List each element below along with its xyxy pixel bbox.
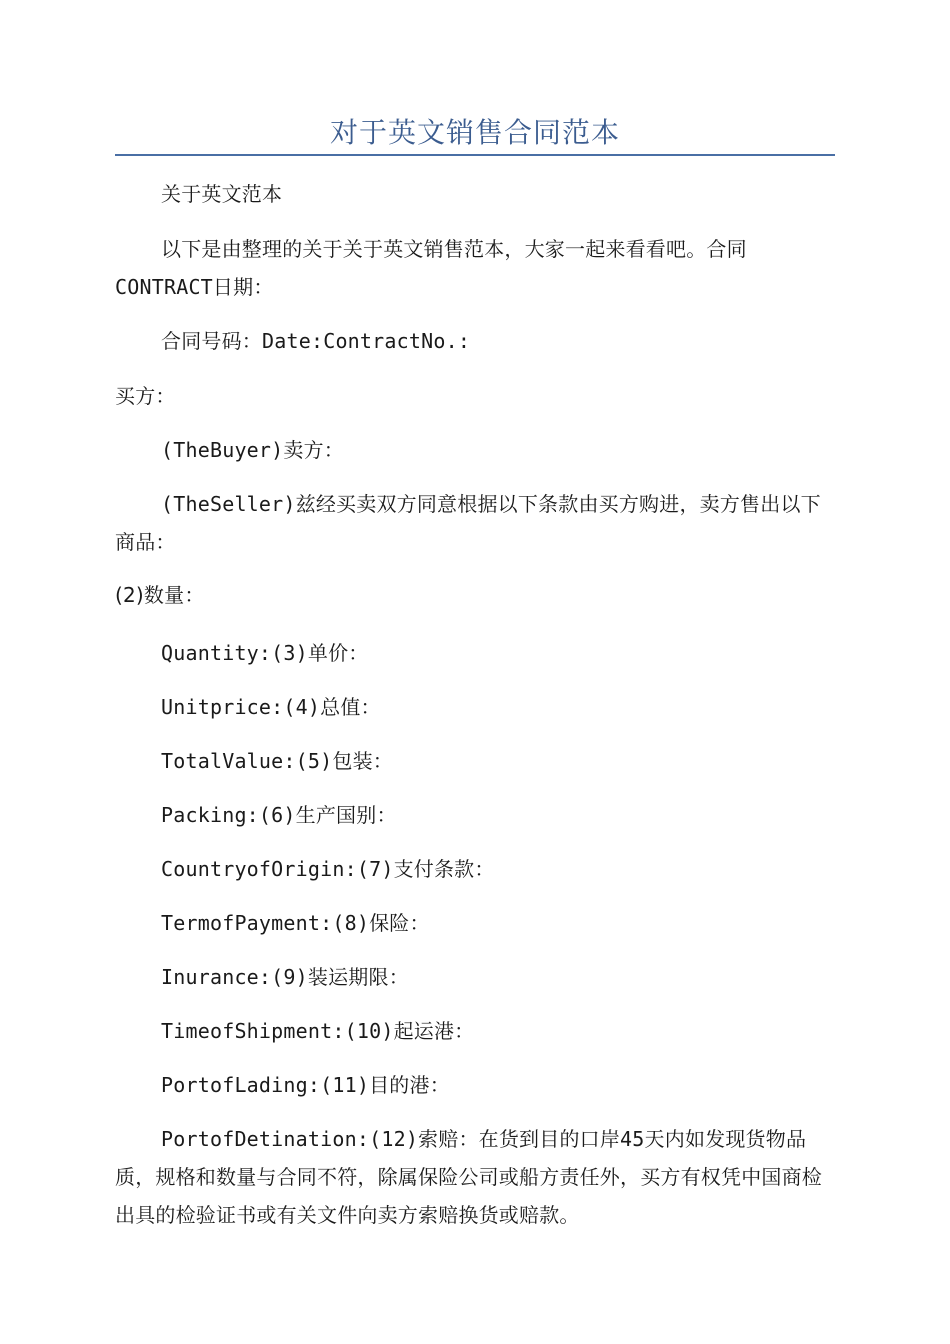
paragraph-port-of-destination: PortofDetination:(12)索赔：在货到目的口岸45天内如发现货物品质，规格和数量与合同不符，除属保险公司或船方责任外，买方有权凭中国商检出具的检验证书或有关文件向卖方索赔换货或赔款。: [115, 1127, 822, 1227]
paragraph-buyer: 买方：: [115, 384, 176, 408]
paragraph-contract-no: 合同号码：Date:ContractNo.:: [161, 329, 471, 353]
paragraph-quantity-heading: (2)数量：: [115, 583, 205, 607]
document-title: 对于英文销售合同范本: [329, 116, 620, 149]
paragraph-quantity: Quantity:(3)单价：: [161, 641, 369, 665]
paragraph-the-seller: (TheSeller)兹经买卖双方同意根据以下条款由买方购进，卖方售出以下商品：: [115, 492, 821, 554]
paragraph-packing: Packing:(6)生产国别：: [161, 803, 397, 827]
paragraph-insurance: Inurance:(9)装运期限：: [161, 965, 409, 989]
paragraph-country-of-origin: CountryofOrigin:(7)支付条款：: [161, 857, 495, 881]
paragraph-intro: 以下是由整理的关于关于英文销售范本，大家一起来看看吧。合同CONTRACT日期：: [115, 237, 747, 299]
paragraph-term-of-payment: TermofPayment:(8)保险：: [161, 911, 430, 935]
paragraph-the-buyer: (TheBuyer)卖方：: [161, 438, 345, 462]
paragraph-intro-heading: 关于英文范本: [161, 182, 283, 206]
title-underline: [115, 154, 835, 156]
paragraph-total-value: TotalValue:(5)包装：: [161, 749, 393, 773]
paragraph-port-of-lading: PortofLading:(11)目的港：: [161, 1073, 450, 1097]
paragraph-time-of-shipment: TimeofShipment:(10)起运港：: [161, 1019, 475, 1043]
paragraph-unit-price: Unitprice:(4)总值：: [161, 695, 381, 719]
